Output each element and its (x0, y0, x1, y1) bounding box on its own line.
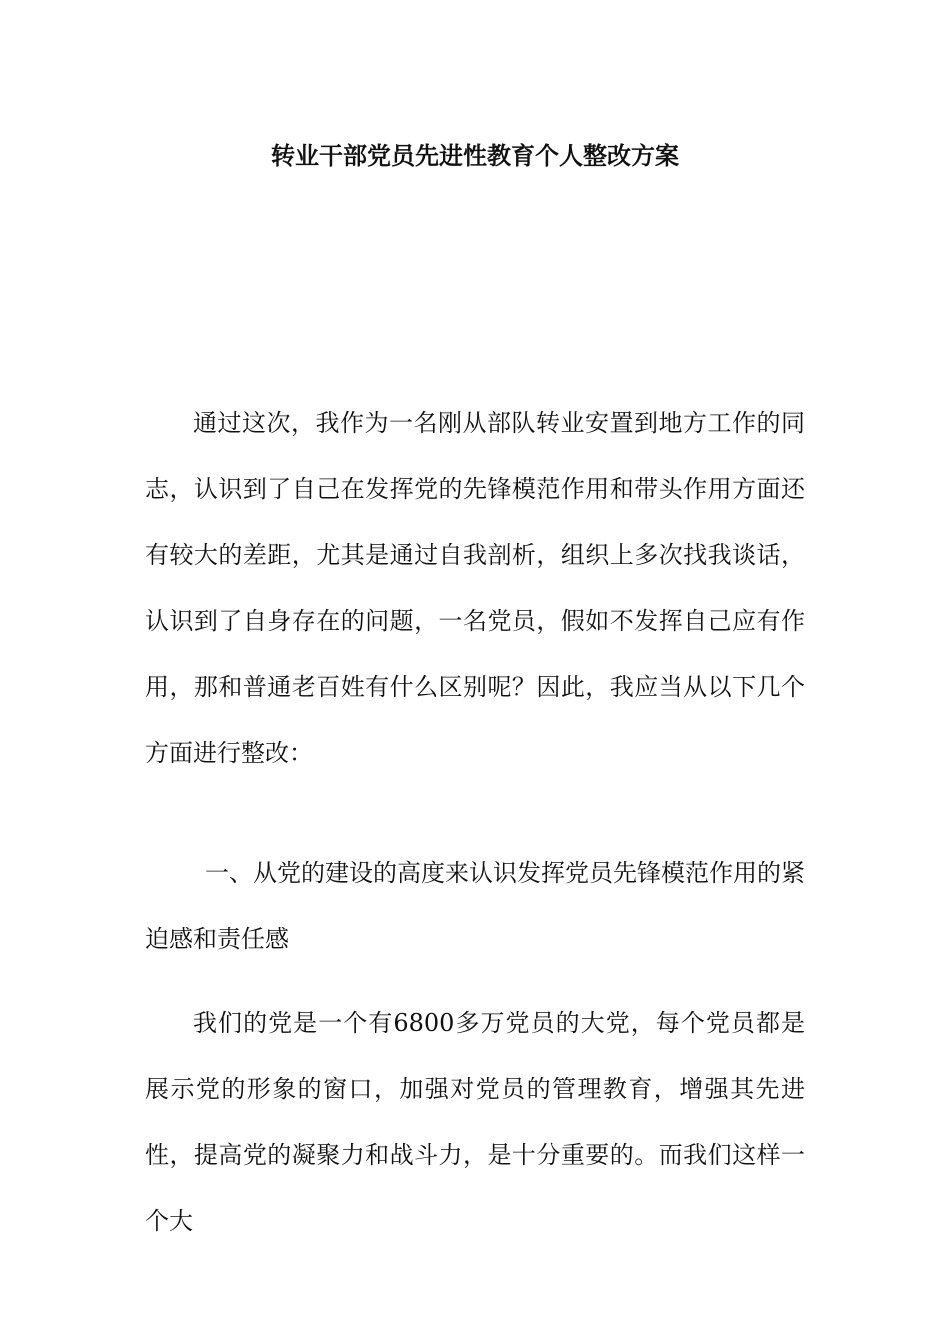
document-title: 转业干部党员先进性教育个人整改方案 (271, 142, 679, 170)
section-heading-1: 一、从党的建设的高度来认识发挥党员先锋模范作用的紧迫感和责任感 (145, 859, 805, 953)
paragraph-section-1: 我们的党是一个有6800多万党员的大党，每个党员都是展示党的形象的窗口，加强对党员的管理教育，增强其先进性，提高党的凝聚力和战斗力，是十分重要的。而我们这样一个大 (145, 1009, 805, 1235)
paragraph-intro: 通过这次，我作为一名刚从部队转业安置到地方工作的同志，认识到了自己在发挥党的先锋模范作用和带头作用方面还有较大的差距，尤其是通过自我剖析，组织上多次找我谈话，认识到了自身存在的问题，一名党员，假如不发挥自己应有作用，那和普通老百姓有什么区别呢？因此，我应当从以下几个方面进行整改： (145, 409, 805, 767)
